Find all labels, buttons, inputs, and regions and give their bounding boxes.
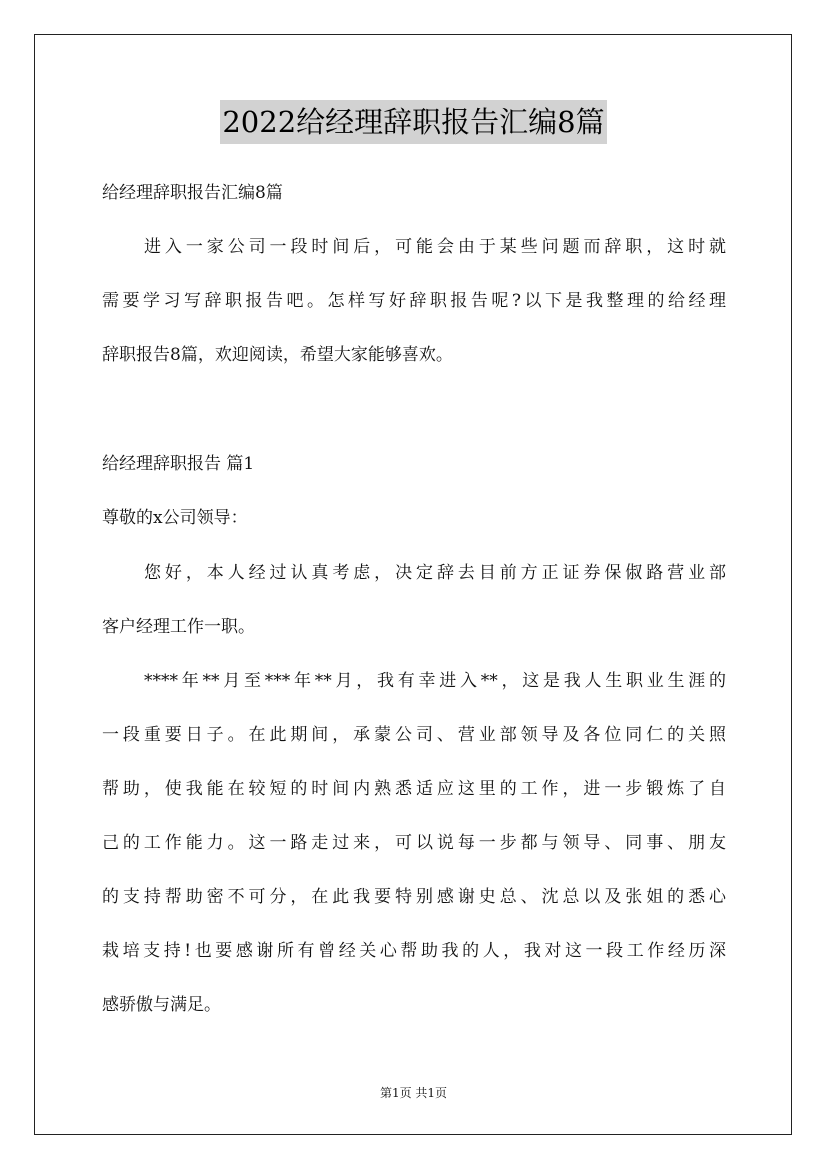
para2-line-4: 己的工作能力。这一路走过来，可以说每一步都与领导、同事、朋友 <box>102 833 726 853</box>
para2-line-3: 帮助，使我能在较短的时间内熟悉适应这里的工作，进一步锻炼了自 <box>102 779 726 799</box>
document-title-text: 2022给经理辞职报告汇编8篇 <box>220 100 606 144</box>
para2-line-6: 栽培支持!也要感谢所有曾经关心帮助我的人，我对这一段工作经历深 <box>102 941 726 961</box>
para2-line-2: 一段重要日子。在此期间，承蒙公司、营业部领导及各位同仁的关照 <box>102 725 726 745</box>
para1-line-1: 您好，本人经过认真考虑，决定辞去目前方正证券保俶路营业部 <box>144 563 726 583</box>
document-title <box>0 100 827 144</box>
para1-line-2: 客户经理工作一职。 <box>102 617 255 637</box>
document-subtitle: 给经理辞职报告汇编8篇 <box>102 183 283 203</box>
para2-line-5: 的支持帮助密不可分，在此我要特别感谢史总、沈总以及张姐的悉心 <box>102 887 726 907</box>
salutation: 尊敬的x公司领导： <box>102 508 248 528</box>
para2-line-7: 感骄傲与满足。 <box>102 995 221 1015</box>
intro-line-1: 进入一家公司一段时间后，可能会由于某些问题而辞职，这时就 <box>144 237 726 257</box>
intro-line-2: 需要学习写辞职报告吧。怎样写好辞职报告呢?以下是我整理的给经理 <box>102 291 726 311</box>
para2-line-1: ****年**月至***年**月，我有幸进入**，这是我人生职业生涯的 <box>144 671 726 691</box>
section-heading: 给经理辞职报告 篇1 <box>102 454 255 474</box>
page-footer: 第1页 共1页 <box>379 1086 448 1100</box>
intro-line-3: 辞职报告8篇，欢迎阅读，希望大家能够喜欢。 <box>102 345 453 365</box>
